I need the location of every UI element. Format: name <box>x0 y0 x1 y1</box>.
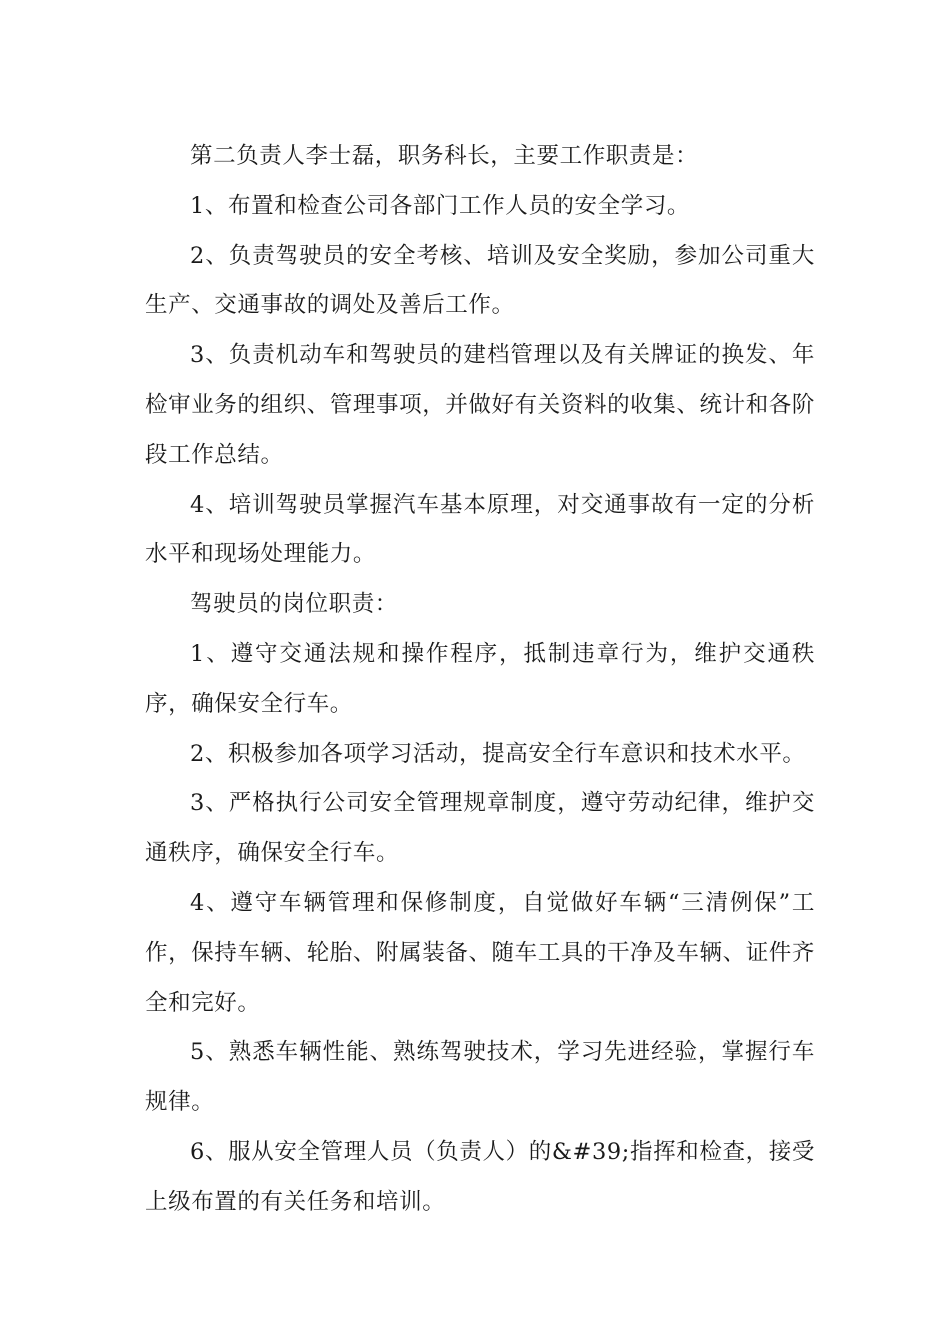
paragraph-driver-duty-3: 3、严格执行公司安全管理规章制度，遵守劳动纪律，维护交通秩序，确保安全行车。 <box>145 790 815 867</box>
paragraph-driver-duty-6: 6、服从安全管理人员（负责人）的&#39;指挥和检查，接受上级布置的有关任务和培训。 <box>145 1138 815 1215</box>
paragraph-driver-duty-1: 1、遵守交通法规和操作程序，抵制违章行为，维护交通秩序，确保安全行车。 <box>145 640 815 717</box>
section-heading-driver-duties: 驾驶员的岗位职责： <box>190 591 398 618</box>
paragraph-duty-1: 1、布置和检查公司各部门工作人员的安全学习。 <box>190 192 691 219</box>
paragraph-duty-3: 3、负责机动车和驾驶员的建档管理以及有关牌证的换发、年检审业务的组织、管理事项，并做好有关资料的收集、统计和各阶段工作总结。 <box>145 342 815 468</box>
paragraph-duty-4: 4、培训驾驶员掌握汽车基本原理，对交通事故有一定的分析水平和现场处理能力。 <box>145 491 815 568</box>
paragraph-duty-2: 2、负责驾驶员的安全考核、培训及安全奖励，参加公司重大生产、交通事故的调处及善后工作。 <box>145 242 815 319</box>
paragraph-driver-duty-2: 2、积极参加各项学习活动，提高安全行车意识和技术水平。 <box>190 740 806 767</box>
document-body <box>145 132 815 1228</box>
paragraph-driver-duty-5: 5、熟悉车辆性能、熟练驾驶技术，学习先进经验，掌握行车规律。 <box>145 1039 815 1116</box>
paragraph-second-responsible-person: 第二负责人李士磊，职务科长，主要工作职责是： <box>190 143 699 169</box>
paragraph-driver-duty-4: 4、遵守车辆管理和保修制度，自觉做好车辆“三清例保”工作，保持车辆、轮胎、附属装备、随车工具的干净及车辆、证件齐全和完好。 <box>145 889 815 1016</box>
